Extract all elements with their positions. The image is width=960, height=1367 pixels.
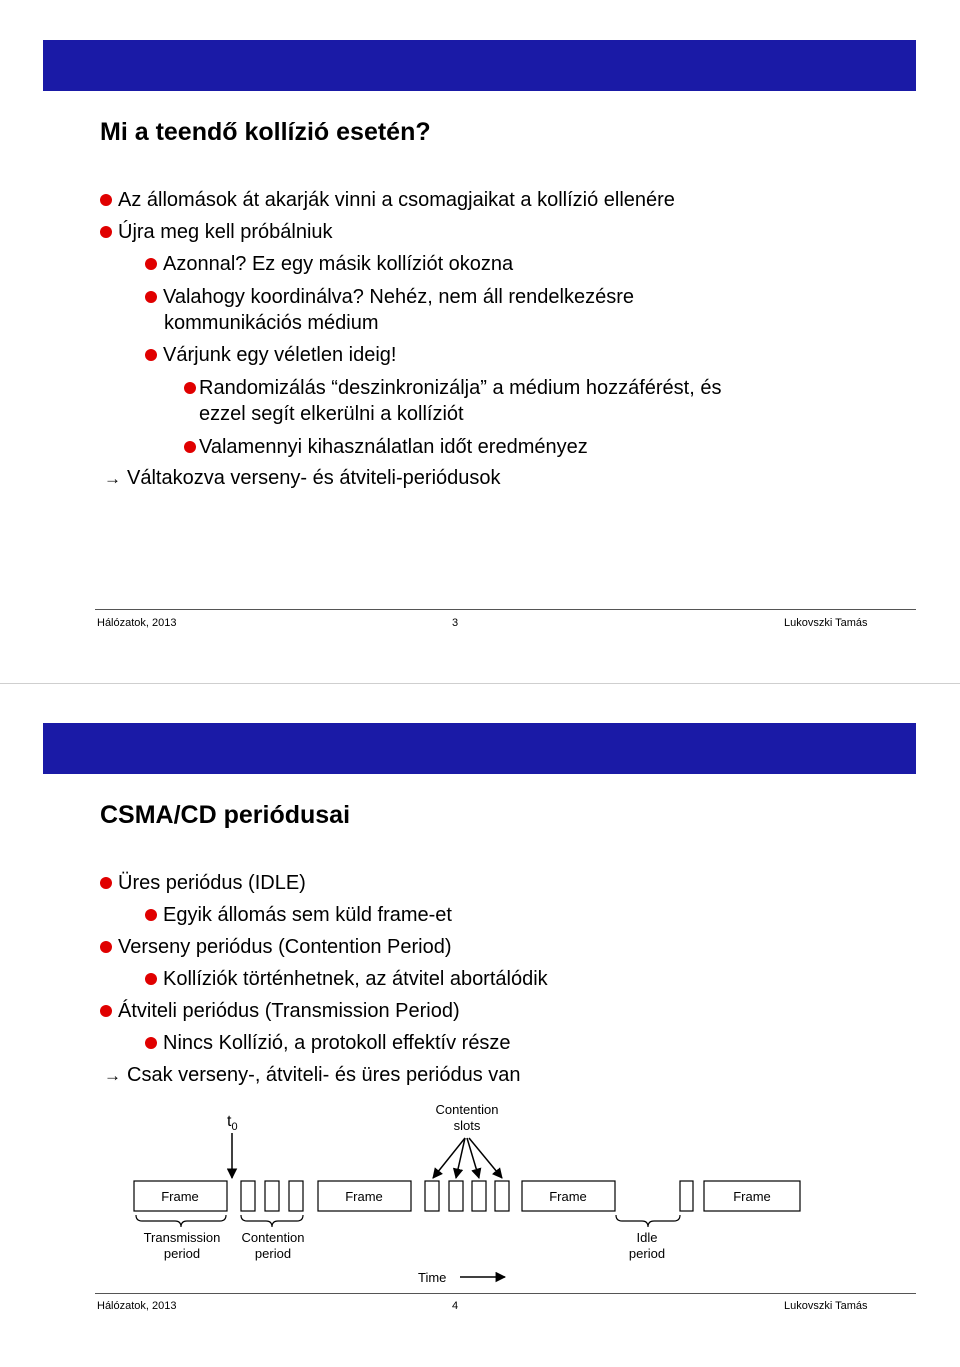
transmission-period-label: Transmission <box>143 1230 221 1245</box>
idle-period-label: period <box>628 1246 666 1261</box>
idle-period-label: Idle <box>636 1230 658 1245</box>
csma-cd-diagram <box>0 1083 960 1293</box>
contention-slot <box>495 1181 509 1211</box>
footer-left: Hálózatok, 2013 <box>97 1300 177 1312</box>
sub-bullet-continuation: kommunikációs médium <box>164 312 379 334</box>
t0-label: $t_0$ <box>227 1113 238 1133</box>
bullet-dot-icon <box>100 877 112 889</box>
transmission-period-label: period <box>163 1246 201 1261</box>
sub-sub-bullet: Randomizálás “deszinkronizálja” a médium hozzáférést, és <box>184 375 721 401</box>
page-number: 4 <box>452 1300 459 1312</box>
slide-title: CSMA/CD periódusai <box>100 801 351 829</box>
sub-bullet: Egyik állomás sem küld frame-et <box>145 902 452 928</box>
footer-rule <box>95 1293 916 1294</box>
contention-slot <box>265 1181 279 1211</box>
bullet-dot-icon <box>145 909 157 921</box>
frame-label: Frame <box>549 1189 587 1204</box>
contention-slot <box>449 1181 463 1211</box>
bullet-dot-icon <box>145 973 157 985</box>
sub-sub-bullet-continuation: ezzel segít elkerülni a kollíziót <box>199 403 464 425</box>
contention-brace <box>241 1215 303 1227</box>
bullet-dot-icon <box>145 1037 157 1049</box>
page-number: 3 <box>452 617 459 629</box>
slot-arrow <box>469 1138 502 1178</box>
arrow-right-icon: → <box>104 1066 121 1085</box>
bullet-dot-icon <box>100 1005 112 1017</box>
sub-bullet: Nincs Kollízió, a protokoll effektív része <box>145 1030 511 1056</box>
arrow-right-icon: → <box>104 469 121 488</box>
contention-slot <box>472 1181 486 1211</box>
sub-bullet: Azonnal? Ez egy másik kollíziót okozna <box>145 251 513 277</box>
idle-brace <box>616 1215 680 1227</box>
sub-bullet: Várjunk egy véletlen ideig! <box>145 342 396 368</box>
bullet-dot-icon <box>145 258 157 270</box>
contention-slot <box>425 1181 439 1211</box>
header-bar <box>43 723 916 774</box>
contention-period-label: period <box>254 1246 292 1261</box>
bullet-dot-icon <box>184 441 196 453</box>
bullet-dot-icon <box>184 382 196 394</box>
conclusion: → Csak verseny-, átviteli- és üres periódus van <box>104 1062 521 1089</box>
bullet-dot-icon <box>100 226 112 238</box>
frame-label: Frame <box>161 1189 199 1204</box>
time-label: Time <box>418 1270 447 1285</box>
sub-sub-bullet: Valamennyi kihasználatlan időt eredményez <box>184 434 588 460</box>
bullet: Az állomások át akarják vinni a csomagjaikat a kollízió ellenére <box>100 187 675 213</box>
frame-label: Frame <box>345 1189 383 1204</box>
slide-4 <box>0 683 960 1367</box>
header-bar <box>43 40 916 91</box>
bullet: Verseny periódus (Contention Period) <box>100 934 452 960</box>
contention-slot <box>680 1181 693 1211</box>
contention-slots-label: Contention <box>435 1102 499 1117</box>
bullet-dot-icon <box>100 941 112 953</box>
transmission-brace <box>136 1215 226 1227</box>
slide-3 <box>0 0 960 683</box>
sub-bullet: Kollíziók történhetnek, az átvitel abortálódik <box>145 966 548 992</box>
footer-right: Lukovszki Tamás <box>784 617 868 629</box>
slide-title: Mi a teendő kollízió esetén? <box>100 118 431 146</box>
bullet: Üres periódus (IDLE) <box>100 870 306 896</box>
footer-left: Hálózatok, 2013 <box>97 617 177 629</box>
contention-slot <box>241 1181 255 1211</box>
contention-slots-label: slots <box>453 1118 481 1133</box>
contention-period-label: Contention <box>241 1230 305 1245</box>
contention-slot <box>289 1181 303 1211</box>
bullet-dot-icon <box>100 194 112 206</box>
conclusion: → Váltakozva verseny- és átviteli-periódusok <box>104 465 501 492</box>
footer-rule <box>95 609 916 610</box>
frame-label: Frame <box>733 1189 771 1204</box>
sub-bullet: Valahogy koordinálva? Nehéz, nem áll rendelkezésre <box>145 284 634 310</box>
bullet: Újra meg kell próbálniuk <box>100 219 333 245</box>
bullet-dot-icon <box>145 291 157 303</box>
bullet: Átviteli periódus (Transmission Period) <box>100 998 460 1024</box>
bullet-dot-icon <box>145 349 157 361</box>
footer-right: Lukovszki Tamás <box>784 1300 868 1312</box>
